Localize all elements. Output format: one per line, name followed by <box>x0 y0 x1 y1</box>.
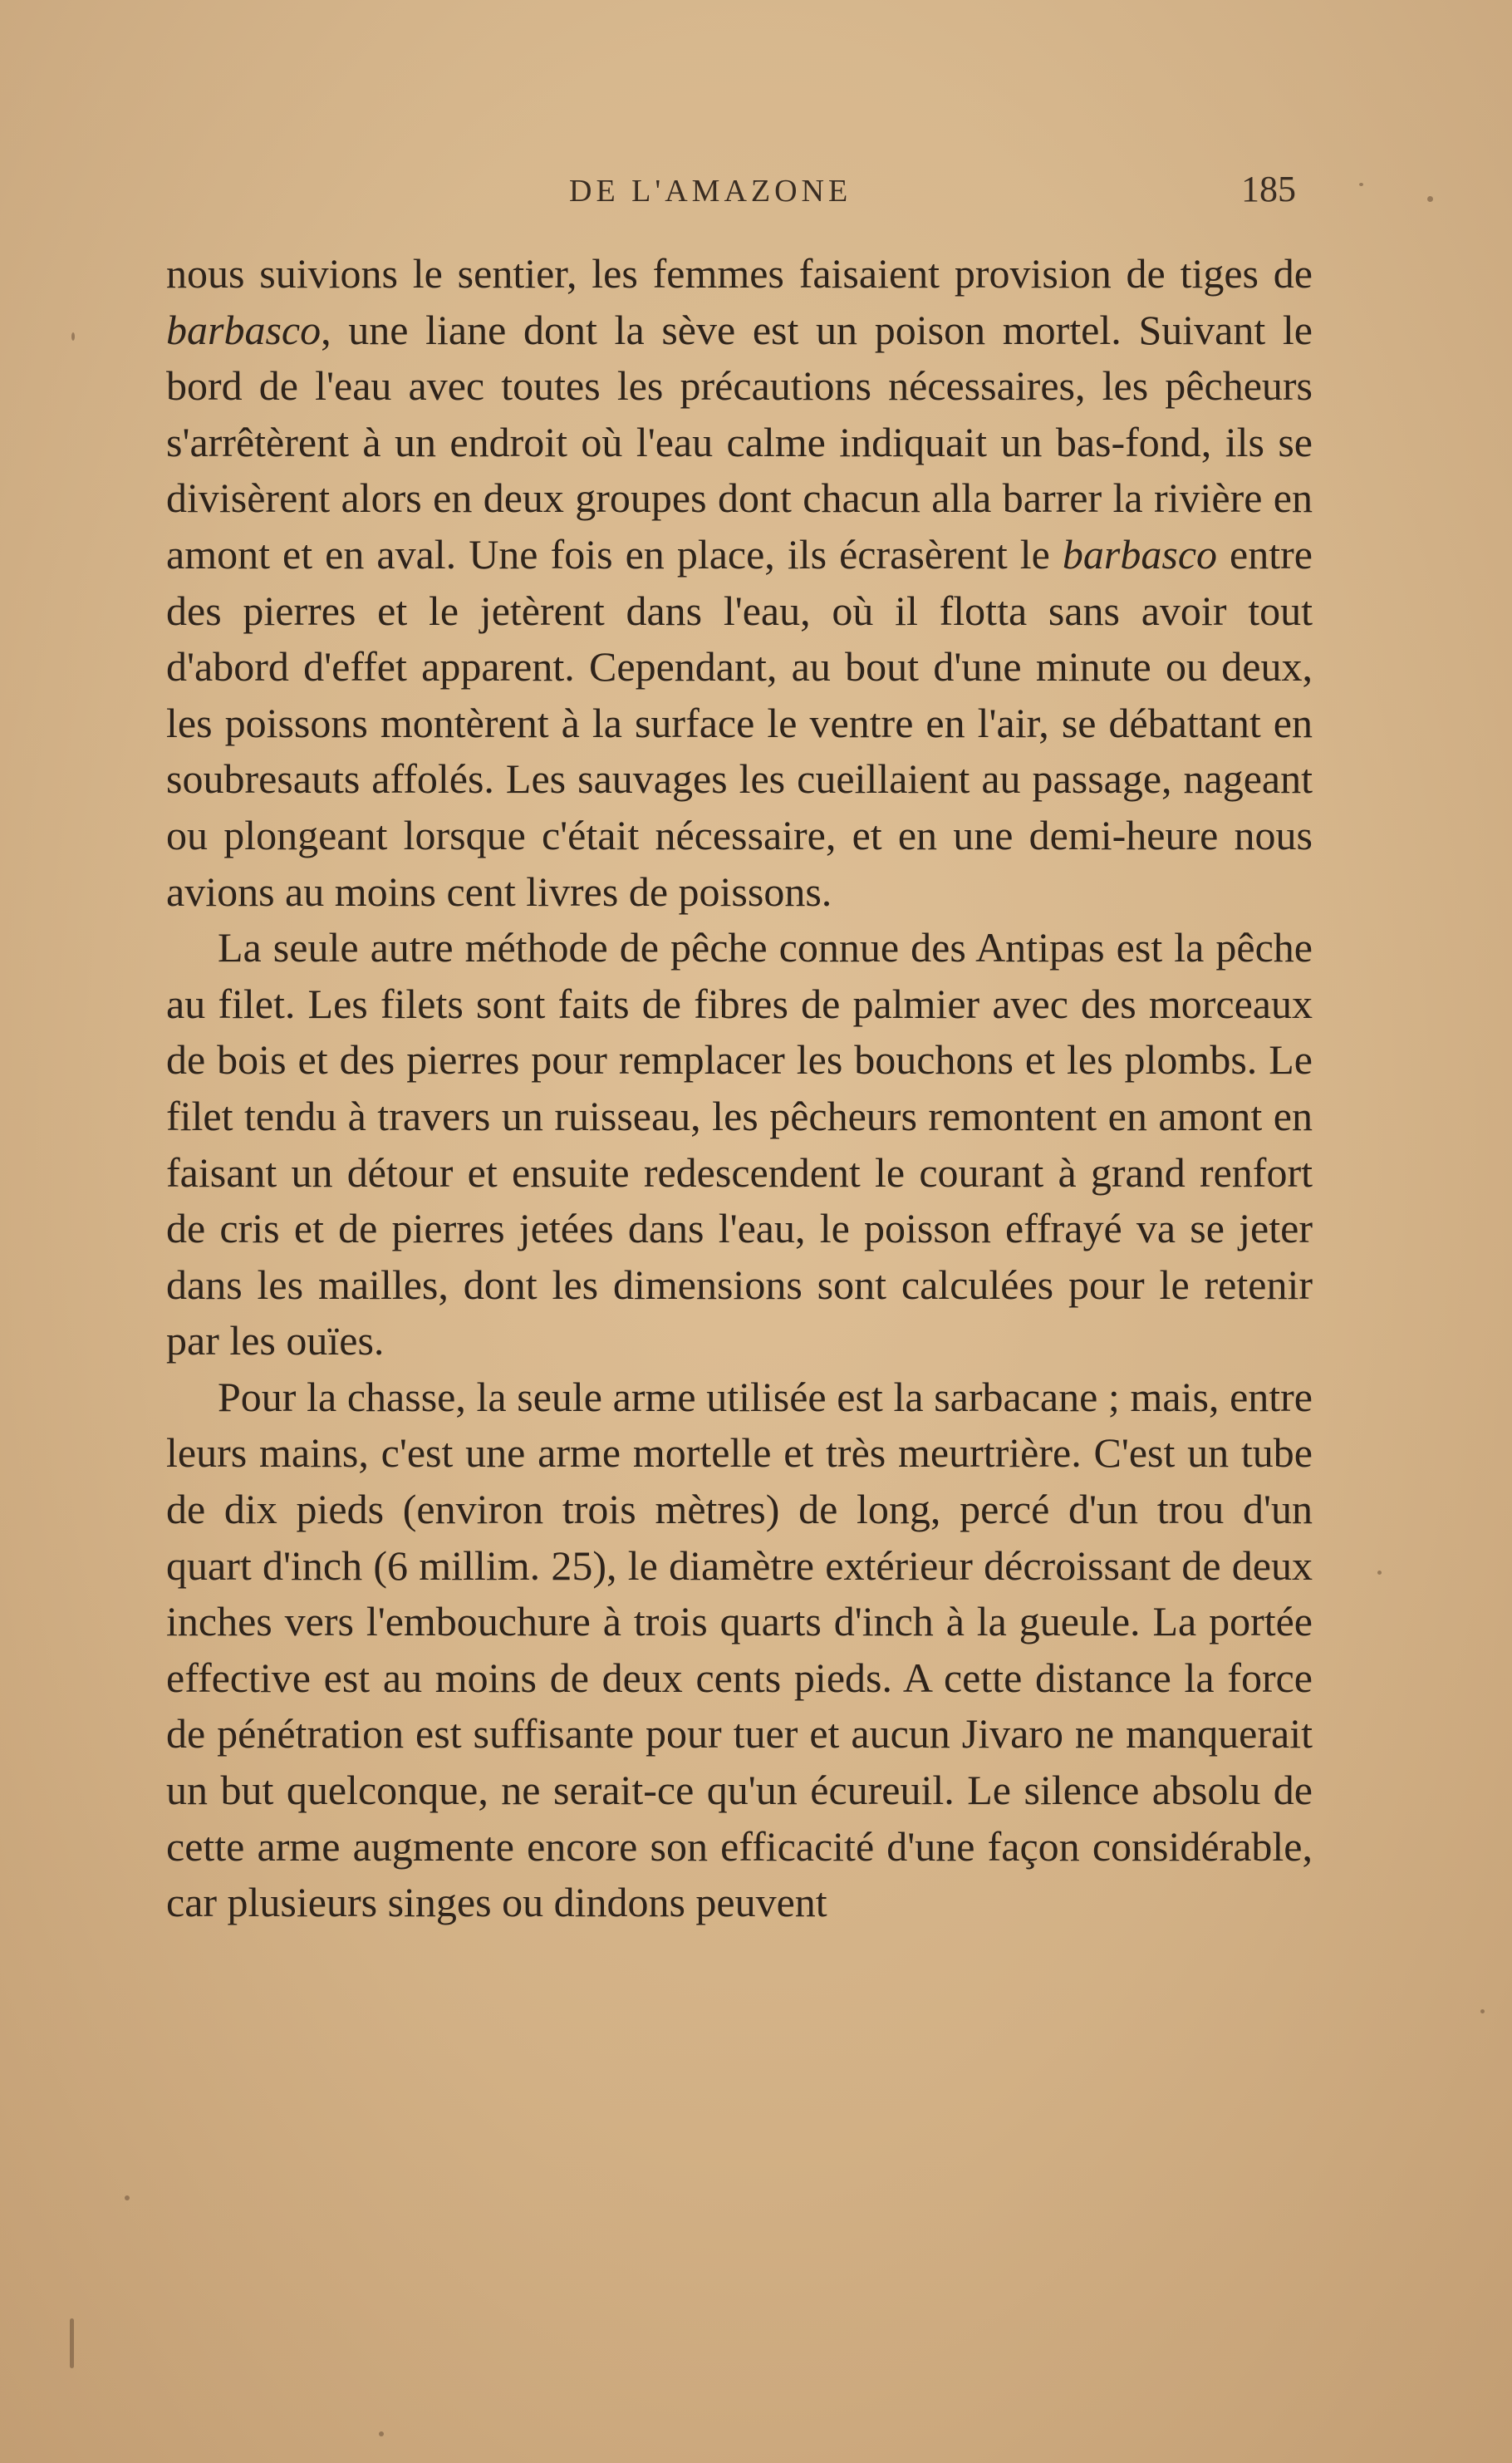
text-run: entre des pierres et le jetèrent dans l'eau, où il flotta sans avoir tout d'abord d'effet apparent. Cependant, au bout d'une minute ou deux, les poissons montèrent à la surface le ventre en l'air, se débattant en soubresauts affolés. Les sauvages les cueillaient au passage, nageant ou plongeant lorsque c'était nécessaire, et en une demi-heure nous avions au moins cent livres de poissons. <box>166 530 1313 915</box>
paragraph <box>166 246 1313 920</box>
text-run: , une liane dont la sève est un poison mortel. Suivant le bord de l'eau avec toutes les précautions nécessaires, les pêcheurs s'arrêtèrent à un endroit où l'eau calme indiquait un bas-fond, ils se divisèrent alors en deux groupes dont chacun alla barrer la rivière en amont et en aval. Une fois en place, ils écrasèrent le <box>166 306 1313 578</box>
page-header <box>166 169 1296 223</box>
foxing-speck <box>125 2195 130 2200</box>
foxing-speck <box>1427 196 1433 202</box>
paragraph: La seule autre méthode de pêche connue des Antipas est la pêche au filet. Les filets sont faits de fibres de palmier avec des morceaux de bois et des pierres pour remplacer les bouchons et les plombs. Le filet tendu à travers un ruisseau, les pêcheurs remontent en amont en faisant un détour et ensuite redescendent le courant à grand renfort de cris et de pierres jetées dans l'eau, le poisson effrayé va se jeter dans les mailles, dont les dimensions sont calculées pour le retenir par les ouïes. <box>166 924 1313 1364</box>
foxing-speck <box>1377 1571 1382 1575</box>
italic-term: barbasco <box>166 306 322 353</box>
foxing-speck <box>71 332 75 341</box>
body-text <box>166 246 1313 1931</box>
foxing-speck <box>1359 183 1363 186</box>
italic-term: barbasco <box>1062 530 1218 578</box>
foxing-speck <box>379 2431 384 2436</box>
page-number: 185 <box>1241 169 1296 209</box>
running-title: DE L'AMAZONE <box>569 174 852 209</box>
foxing-speck <box>70 2318 74 2368</box>
text-run: nous suivions le sentier, les femmes faisaient provision de tiges de <box>166 250 1313 297</box>
foxing-speck <box>1480 2009 1485 2013</box>
paragraph: Pour la chasse, la seule arme utilisée est la sarbacane ; mais, entre leurs mains, c'est une arme mortelle et très meurtrière. C'est un tube de dix pieds (environ trois mètres) de long, percé d'un trou d'un quart d'inch (6 millim. 25), le diamètre extérieur décroissant de deux inches vers l'embouchure à trois quarts d'inch à la gueule. La portée effective est au moins de deux cents pieds. A cette distance la force de pénétration est suffisante pour tuer et aucun Jivaro ne manquerait un but quelconque, ne serait-ce qu'un écureuil. Le silence absolu de cette arme augmente encore son efficacité d'une façon considérable, car plusieurs singes ou dindons peuvent <box>166 1373 1313 1926</box>
